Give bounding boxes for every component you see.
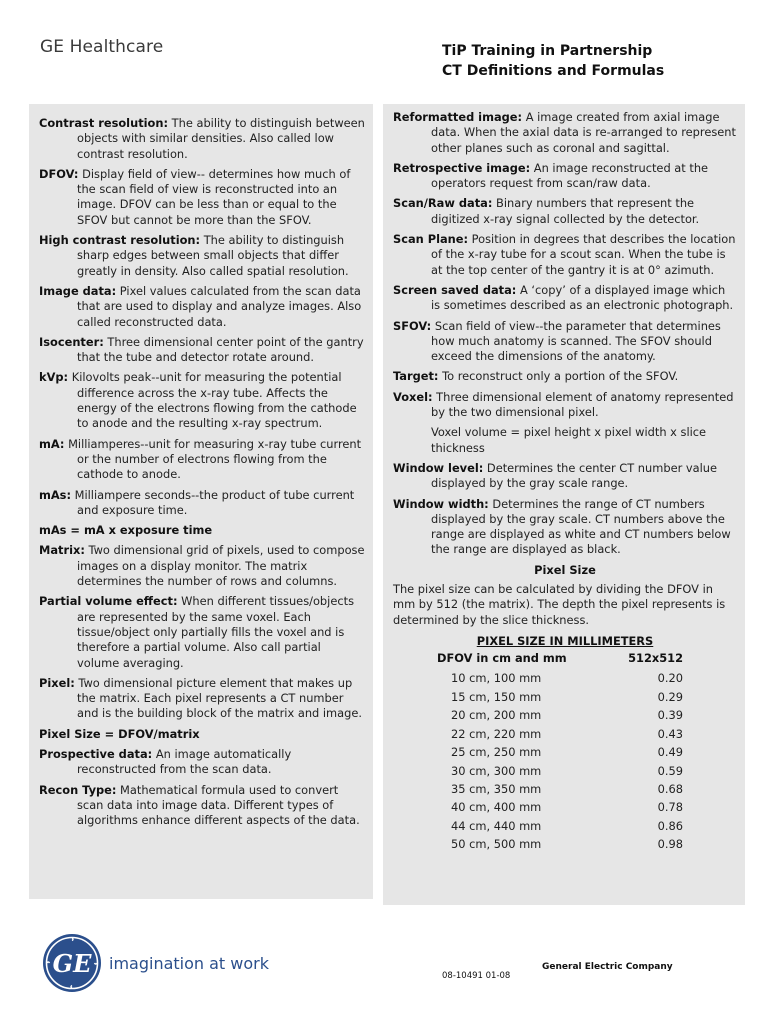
definition-term: Contrast resolution: [39,116,169,130]
definition-text: The ability to distinguish between objects with similar densities. Also called low contrast resolution. [77,116,365,161]
definition-text: Milliampere seconds--the product of tube current and exposure time. [71,487,355,517]
definition-entry [39,543,365,589]
brand-name: GE Healthcare [40,37,164,57]
definition-entry [393,319,737,365]
definition-entry [39,594,365,670]
ge-logo-icon [42,933,102,993]
definition-entry [39,284,365,330]
definition-term: Screen saved data: [393,282,517,297]
definition-text: Milliamperes--unit for measuring x-ray tube current or the number of electrons flowing from the cathode to anode. [64,436,362,482]
definitions-list-right [393,110,737,558]
definition-entry [393,161,737,192]
definition-text: Display field of view-- determines how much of the scan field of view is reconstructed into an image. DFOV can be less than or equal to the SFOV but cannot be more than the SFOV. [77,166,351,227]
definition-text: When different tissues/objects are represented by the same voxel. Each tissue/object only partially fills the voxel and is therefore a partial volume. Also call partial volume averaging. [77,594,354,670]
definition-term: kVp: [39,370,69,385]
dfov-cell: 40 cm, 400 mm [451,800,542,815]
definition-text: Three dimensional center point of the gantry that the tube and detector rotate around. [77,334,364,365]
definition-term: Scan/Raw data: [393,196,493,211]
table-row [437,762,727,780]
formula-line: Pixel Size = DFOV/matrix [39,726,200,741]
definition-term: Partial volume effect: [39,594,178,609]
table-row [437,725,727,743]
formula-line: mAs = mA x exposure time [39,523,213,538]
pixel-size-cell: 0.29 [657,689,683,704]
definition-entry [39,676,365,722]
definition-term: DFOV: [39,166,79,181]
tagline: imagination at work [109,954,269,973]
definition-text: Position in degrees that describes the location of the x-ray tube for a scout scan. When the tube is at the top center of the gantry it is at 0° azimuth. [431,232,736,277]
table-row [437,688,727,706]
dfov-cell: 20 cm, 200 mm [451,708,542,723]
pixel-size-cell: 0.43 [657,726,683,741]
definition-entry [393,497,737,558]
definition-term: mA: [39,436,65,451]
definition-entry [39,488,365,519]
pixel-size-cell: 0.39 [657,708,683,723]
definition-entry [393,369,737,384]
definition-entry [393,196,737,227]
pixel-size-cell: 0.98 [657,837,683,852]
definition-term: High contrast resolution: [39,233,201,248]
pixel-size-cell: 0.68 [657,782,683,796]
definition-entry [39,116,365,162]
definition-entry [39,233,365,279]
definition-entry [39,783,365,829]
definition-text: An image reconstructed at the operators request from scan/raw data. [431,160,709,191]
definition-term: Recon Type: [39,782,117,797]
definition-term: Matrix: [39,543,85,558]
company-name: General Electric Company [542,962,673,972]
table-body [437,670,727,855]
table-row [437,780,727,798]
definition-entry [39,370,365,431]
table-header-row [437,650,727,669]
dfov-cell: 50 cm, 500 mm [451,837,542,852]
definition-text: Binary numbers that represent the digitized x-ray signal collected by the detector. [431,196,700,226]
dfov-cell: 30 cm, 300 mm [451,763,542,778]
table-row [437,799,727,817]
definition-term: Image data: [39,283,117,298]
definition-entry [393,461,737,492]
definition-text: To reconstruct only a portion of the SFOV. [438,369,679,384]
pixel-size-cell: 0.78 [657,800,683,815]
definition-text: Scan field of view--the parameter that determines how much anatomy is scanned. The SFOV should exceed the dimensions of the anatomy. [431,318,721,364]
dfov-cell: 25 cm, 250 mm [451,745,542,760]
pixel-size-cell: 0.86 [657,818,683,833]
definition-text: An image automatically reconstructed from the scan data. [77,746,292,777]
definition-entry [39,437,365,483]
definition-text: Two dimensional picture element that makes up the matrix. Each pixel represents a CT number and is the building block of the matrix and image. [74,675,362,721]
pixel-size-cell: 0.20 [657,671,683,686]
pixel-size-table [437,650,727,854]
pixel-size-heading: Pixel Size [534,562,596,577]
definition-entry [393,110,737,156]
document-number: 08-10491 01-08 [442,971,511,981]
table-row [437,670,727,688]
definition-term: Isocenter: [39,334,104,349]
definition-text: Three dimensional element of anatomy represented by the two dimensional pixel. [431,389,734,420]
dfov-cell: 35 cm, 350 mm [451,782,542,796]
pixel-size-cell: 0.59 [657,763,683,778]
title-line-2: CT Definitions and Formulas [442,63,665,79]
definition-term: Voxel: [393,389,433,404]
definition-text: Pixel values calculated from the scan data that are used to display and analyze images. Also called reconstructed data. [77,283,362,329]
definition-entry [39,747,365,778]
definition-text: A image created from axial image data. When the axial data is re-arranged to represent other planes such as coronal and sagittal. [431,110,736,155]
pixel-size-paragraph: The pixel size can be calculated by dividing the DFOV in mm by 512 (the matrix). The depth the pixel represents is determined by the slice thickness. [393,582,726,627]
definition-term: Prospective data: [39,746,153,761]
definition-term: Window width: [393,496,489,511]
definition-entry [393,390,737,421]
table-row [437,706,727,724]
table-row [437,817,727,835]
definition-entry [393,232,737,278]
ge-logo-text: GE [52,949,92,978]
table-header-matrix: 512x512 [628,651,683,666]
pixel-size-cell: 0.49 [657,745,683,760]
definition-note: Voxel volume = pixel height x pixel width x slice thickness [431,425,707,455]
dfov-cell: 22 cm, 220 mm [451,726,542,741]
definition-entry [39,167,365,228]
title-line-1: TiP Training in Partnership [442,43,653,59]
definition-term: SFOV: [393,318,432,333]
definition-text: Determines the range of CT numbers displayed by the gray scale. CT numbers above the range are displayed as white and CT numbers below the range are displayed as black. [431,496,731,557]
definition-text: Determines the center CT number value displayed by the gray scale range. [431,460,717,491]
definition-term: mAs: [39,487,72,502]
table-row [437,743,727,761]
definition-term: Retrospective image: [393,160,531,175]
definitions-column-right [383,104,745,905]
definition-entry [393,283,737,314]
document-title [442,41,664,81]
definition-text: Kilovolts peak--unit for measuring the potential difference across the x-ray tube. Affects the energy of the electrons flowing from the cathode to anode and the resulting x-ray spectrum. [68,370,357,431]
table-row [437,836,727,854]
definition-term: Window level: [393,460,484,475]
dfov-cell: 10 cm, 100 mm [451,671,542,686]
dfov-cell: 15 cm, 150 mm [451,689,542,704]
dfov-cell: 44 cm, 440 mm [451,818,542,833]
pixel-size-table-title: PIXEL SIZE IN MILLIMETERS [476,633,654,648]
definition-term: Target: [393,369,439,384]
definition-text: Two dimensional grid of pixels, used to compose images on a display monitor. The matrix determines the number of rows and columns. [77,543,365,589]
definition-term: Scan Plane: [393,232,469,247]
table-header-dfov: DFOV in cm and mm [437,651,567,666]
definition-term: Pixel: [39,675,75,690]
definition-text: The ability to distinguish sharp edges between small objects that differ greatly in density. Also called spatial resolution. [77,233,349,278]
definition-entry [39,335,365,366]
definitions-column-left [29,104,373,899]
definition-term: Reformatted image: [393,110,523,124]
definition-text: A ‘copy’ of a displayed image which is sometimes described as an electronic photograph. [431,282,734,313]
definition-text: Mathematical formula used to convert scan data into image data. Different types of algorithms enhance different aspects of the data. [77,782,360,828]
